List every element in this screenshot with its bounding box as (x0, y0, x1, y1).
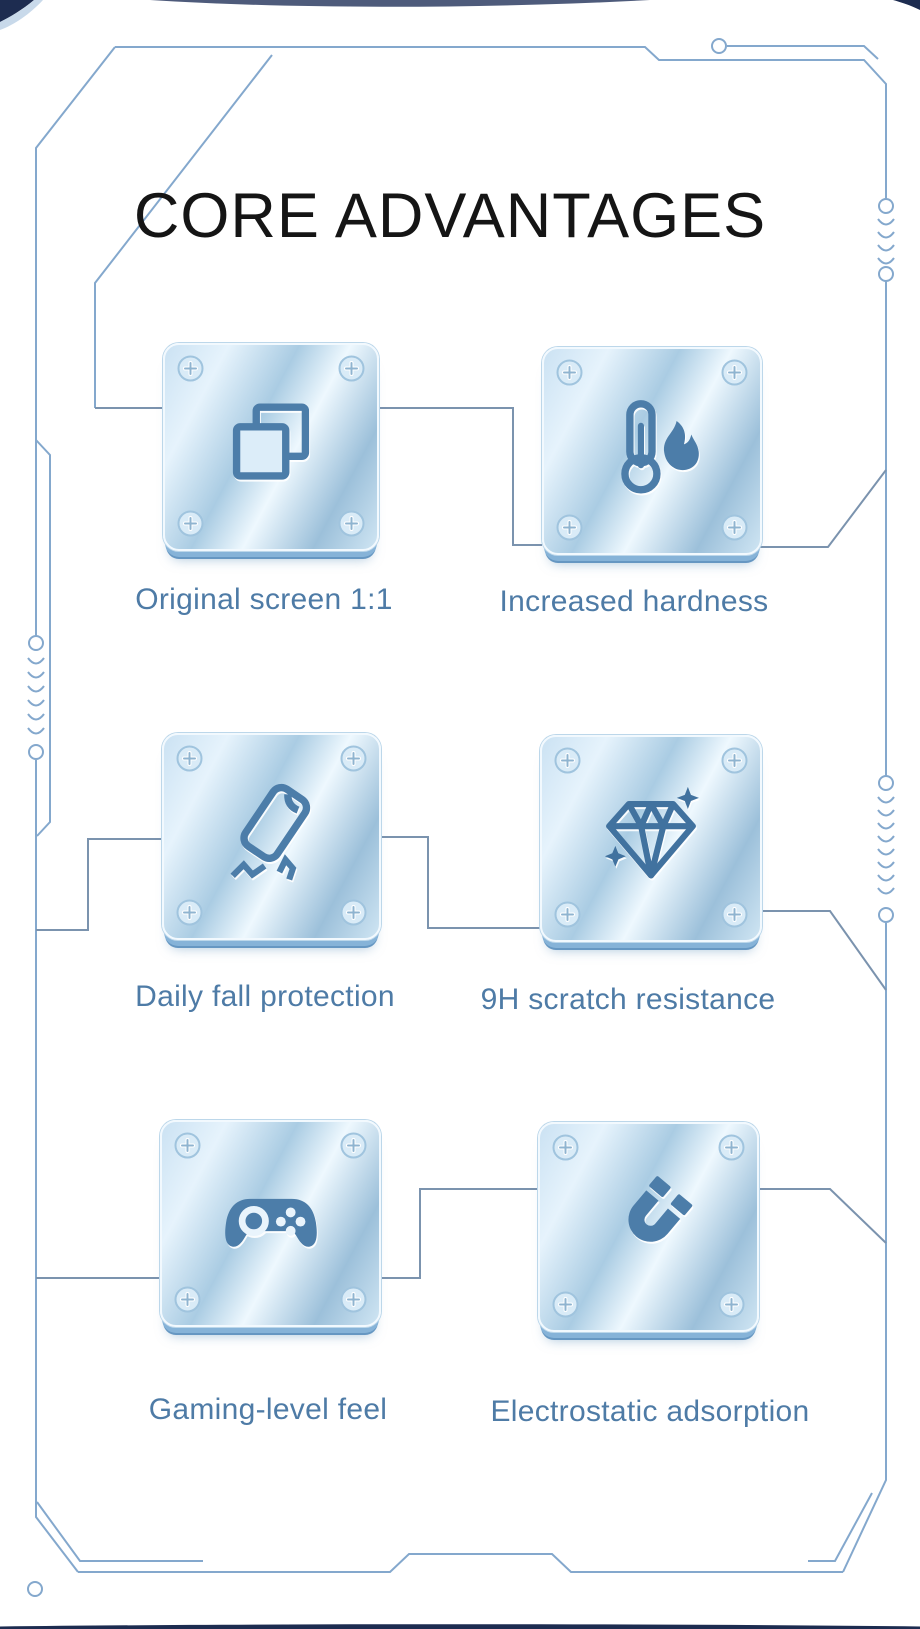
tile-label: Daily fall protection (135, 980, 395, 1013)
screw-icon (552, 1291, 579, 1318)
gamepad-icon (212, 1162, 330, 1280)
screw-icon (556, 514, 583, 541)
screw-icon (174, 1132, 201, 1159)
tile-label: Electrostatic adsorption (490, 1395, 810, 1428)
screw-icon (340, 745, 367, 772)
screw-icon (338, 510, 365, 537)
page-title: CORE ADVANTAGES (133, 181, 767, 251)
feature-tile-increased-hardness (542, 347, 762, 555)
tile-label: Gaming-level feel (148, 1393, 388, 1426)
screw-icon (340, 1286, 367, 1313)
screw-icon (340, 1132, 367, 1159)
screw-icon (554, 747, 581, 774)
screw-icon (176, 899, 203, 926)
screw-icon (718, 1291, 745, 1318)
screw-icon (177, 355, 204, 382)
screw-icon (340, 899, 367, 926)
screw-icon (721, 359, 748, 386)
tile-label: 9H scratch resistance (480, 983, 776, 1016)
feature-tile-scratch-resistance (540, 735, 762, 942)
screw-icon (721, 514, 748, 541)
screw-icon (552, 1134, 579, 1161)
tile-label: Original screen 1:1 (135, 583, 393, 616)
tile-label: Increased hardness (499, 585, 769, 618)
thermometer-flame-icon (593, 389, 711, 507)
screw-icon (174, 1286, 201, 1313)
screw-icon (176, 745, 203, 772)
screw-icon (721, 901, 748, 928)
feature-tile-gaming-feel (160, 1120, 381, 1327)
screw-icon (718, 1134, 745, 1161)
screw-icon (721, 747, 748, 774)
copy-layers-icon (212, 385, 330, 503)
magnet-icon (590, 1165, 708, 1283)
chevron-chain-left (28, 636, 44, 759)
screw-icon (177, 510, 204, 537)
screw-icon (556, 359, 583, 386)
feature-tile-electrostatic-adsorption (538, 1122, 759, 1332)
screw-icon (338, 355, 365, 382)
feature-tile-fall-protection (162, 733, 381, 940)
chevron-chain-right-middle (878, 776, 894, 922)
feature-tile-original-screen (163, 343, 379, 551)
falling-phone-icon (213, 775, 331, 893)
diamond-icon (592, 777, 710, 895)
screw-icon (554, 901, 581, 928)
